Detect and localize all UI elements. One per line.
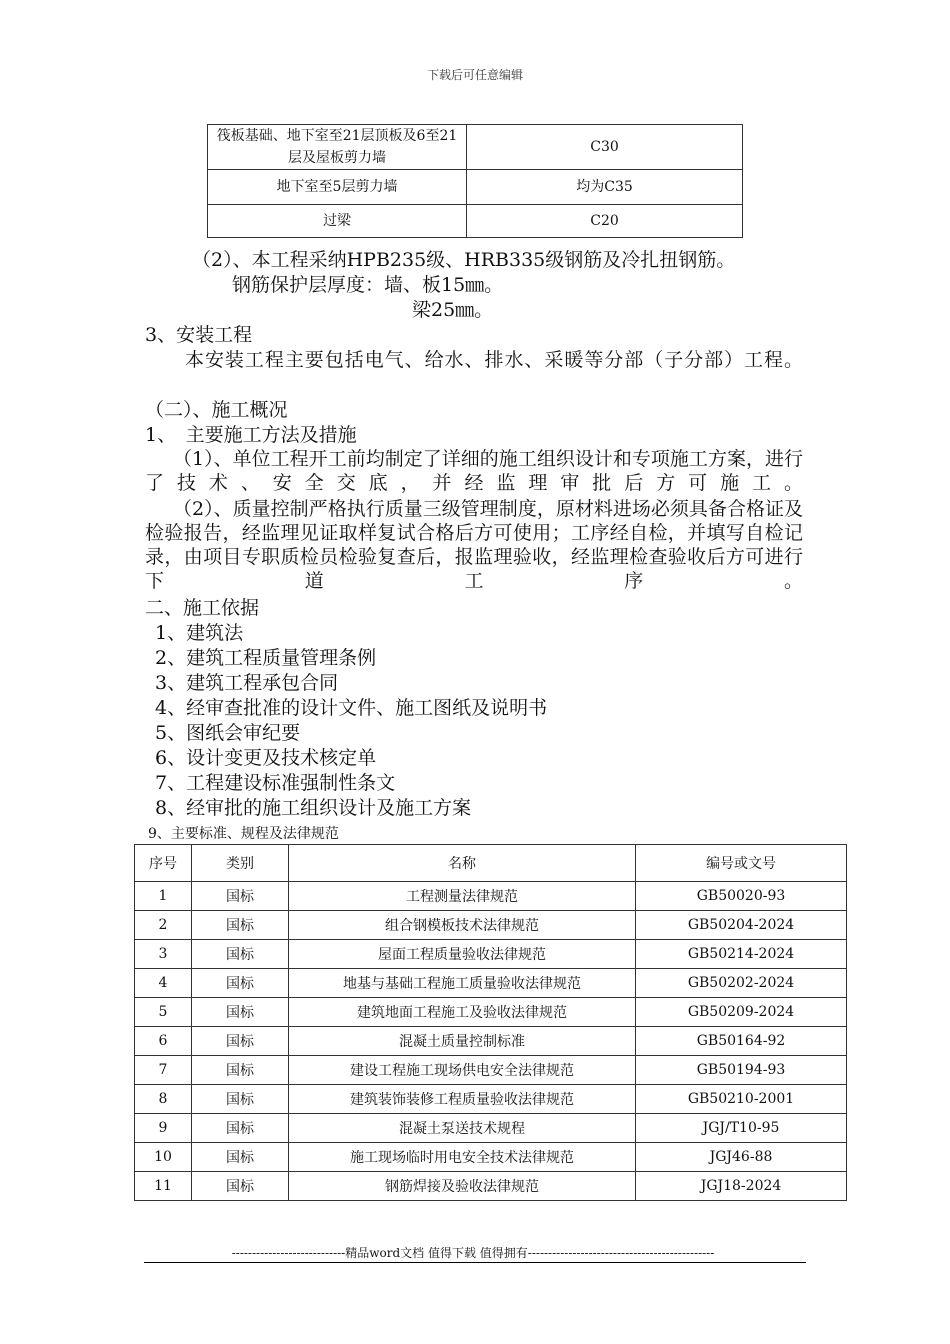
list-item: 1、建筑法: [155, 622, 244, 644]
table-cell: 国标: [192, 1114, 289, 1143]
table-cell: 工程测量法律规范: [289, 882, 636, 911]
column-header: 编号或文号: [636, 845, 847, 882]
list-item: 8、经审批的施工组织设计及施工方案: [155, 797, 472, 819]
table-cell: GB50214-2024: [636, 940, 847, 969]
concrete-grade-table: [207, 124, 743, 238]
list-item: 6、设计变更及技术核定单: [155, 747, 377, 769]
table-row: [135, 1027, 847, 1056]
table-cell: GB50194-93: [636, 1056, 847, 1085]
table-row: [135, 1143, 847, 1172]
table-cell: 国标: [192, 1085, 289, 1114]
table-row: [135, 1114, 847, 1143]
paragraph: 本安装工程主要包括电气、给水、排水、采暖等分部（子分部）工程。: [185, 349, 803, 371]
table-caption: 9、主要标准、规程及法律规范: [148, 826, 339, 842]
table-cell: 国标: [192, 940, 289, 969]
section-heading: 二、施工依据: [145, 597, 260, 619]
table-cell: 8: [135, 1085, 192, 1114]
table-row: [208, 125, 743, 170]
column-header: 序号: [135, 845, 192, 882]
table-row: [135, 998, 847, 1027]
table-cell: C30: [467, 125, 743, 170]
section-heading: （二）、施工概况: [145, 399, 288, 421]
table-row: [135, 882, 847, 911]
table-cell: 10: [135, 1143, 192, 1172]
table-cell: 建筑地面工程施工及验收法律规范: [289, 998, 636, 1027]
table-row: [135, 969, 847, 998]
table-row: [135, 911, 847, 940]
table-cell: 施工现场临时用电安全技术法律规范: [289, 1143, 636, 1172]
table-header-row: [135, 845, 847, 882]
table-cell: GB50204-2024: [636, 911, 847, 940]
column-header: 类别: [192, 845, 289, 882]
table-cell: JGJ/T10-95: [636, 1114, 847, 1143]
column-header: 名称: [289, 845, 636, 882]
table-cell: 混凝土质量控制标准: [289, 1027, 636, 1056]
page-header: 下载后可任意编辑: [426, 68, 523, 82]
table-cell: 国标: [192, 1056, 289, 1085]
table-cell: 地下室至5层剪力墙: [208, 170, 467, 205]
table-cell: GB50164-92: [636, 1027, 847, 1056]
table-cell: 11: [135, 1172, 192, 1201]
table-cell: 国标: [192, 1172, 289, 1201]
table-cell: 组合钢模板技术法律规范: [289, 911, 636, 940]
table-cell: 筏板基础、地下室至21层顶板及6至21层及屋板剪力墙: [208, 125, 467, 170]
table-row: [135, 1172, 847, 1201]
table-cell: GB50020-93: [636, 882, 847, 911]
table-cell: 7: [135, 1056, 192, 1085]
table-cell: JGJ46-88: [636, 1143, 847, 1172]
list-item: 2、建筑工程质量管理条例: [155, 647, 377, 669]
table-cell: 国标: [192, 882, 289, 911]
table-cell: 6: [135, 1027, 192, 1056]
table-cell: C20: [467, 205, 743, 238]
table-cell: JGJ18-2024: [636, 1172, 847, 1201]
table-row: [208, 205, 743, 238]
table-row: [135, 940, 847, 969]
table-cell: 2: [135, 911, 192, 940]
standards-table: [134, 844, 847, 1201]
table-cell: GB50210-2001: [636, 1085, 847, 1114]
page-footer: ----------------------------精品word文档 值得下载 值得拥有----------------------------------------------: [231, 1246, 715, 1260]
paragraph: （1）、单位工程开工前均制定了详细的施工组织设计和专项施工方案，进行了技术、安全交底，并经监理审批后方可施工。: [145, 448, 803, 494]
table-cell: 均为C35: [467, 170, 743, 205]
table-cell: GB50209-2024: [636, 998, 847, 1027]
table-cell: 4: [135, 969, 192, 998]
table-cell: 建筑装饰装修工程质量验收法律规范: [289, 1085, 636, 1114]
rebar-paragraph: （2）、本工程采纳HPB235级、HRB335级钢筋及冷扎扭钢筋。: [192, 249, 736, 271]
list-item: 5、图纸会审纪要: [155, 722, 301, 744]
rebar-cover-line: 梁25㎜。: [412, 299, 494, 321]
table-cell: 建设工程施工现场供电安全法律规范: [289, 1056, 636, 1085]
list-item: 7、工程建设标准强制性条文: [155, 772, 396, 794]
section-heading: 1、 主要施工方法及措施: [145, 424, 357, 446]
table-cell: GB50202-2024: [636, 969, 847, 998]
table-cell: 国标: [192, 1143, 289, 1172]
section-heading: 3、安装工程: [145, 324, 253, 346]
table-cell: 屋面工程质量验收法律规范: [289, 940, 636, 969]
table-cell: 过梁: [208, 205, 467, 238]
list-item: 4、经审查批准的设计文件、施工图纸及说明书: [155, 697, 548, 719]
table-cell: 3: [135, 940, 192, 969]
table-cell: 1: [135, 882, 192, 911]
table-row: [135, 1085, 847, 1114]
table-cell: 国标: [192, 969, 289, 998]
table-cell: 钢筋焊接及验收法律规范: [289, 1172, 636, 1201]
table-cell: 9: [135, 1114, 192, 1143]
table-cell: 国标: [192, 998, 289, 1027]
table-cell: 5: [135, 998, 192, 1027]
paragraph: （2）、质量控制严格执行质量三级管理制度，原材料进场必须具备合格证及检验报告，经监理见证取样复试合格后方可使用；工序经自检，并填写自检记录，由项目专职质检员检验复查后，报监理验收，经监理检查验收后方可进行下道工序。: [145, 498, 803, 592]
table-row: [208, 170, 743, 205]
table-row: [135, 1056, 847, 1085]
footer-divider: [144, 1262, 806, 1263]
list-item: 3、建筑工程承包合同: [155, 672, 339, 694]
table-cell: 国标: [192, 911, 289, 940]
rebar-cover-line: 钢筋保护层厚度：墙、板15㎜。: [232, 274, 504, 296]
table-cell: 地基与基础工程施工质量验收法律规范: [289, 969, 636, 998]
table-cell: 混凝土泵送技术规程: [289, 1114, 636, 1143]
table-cell: 国标: [192, 1027, 289, 1056]
